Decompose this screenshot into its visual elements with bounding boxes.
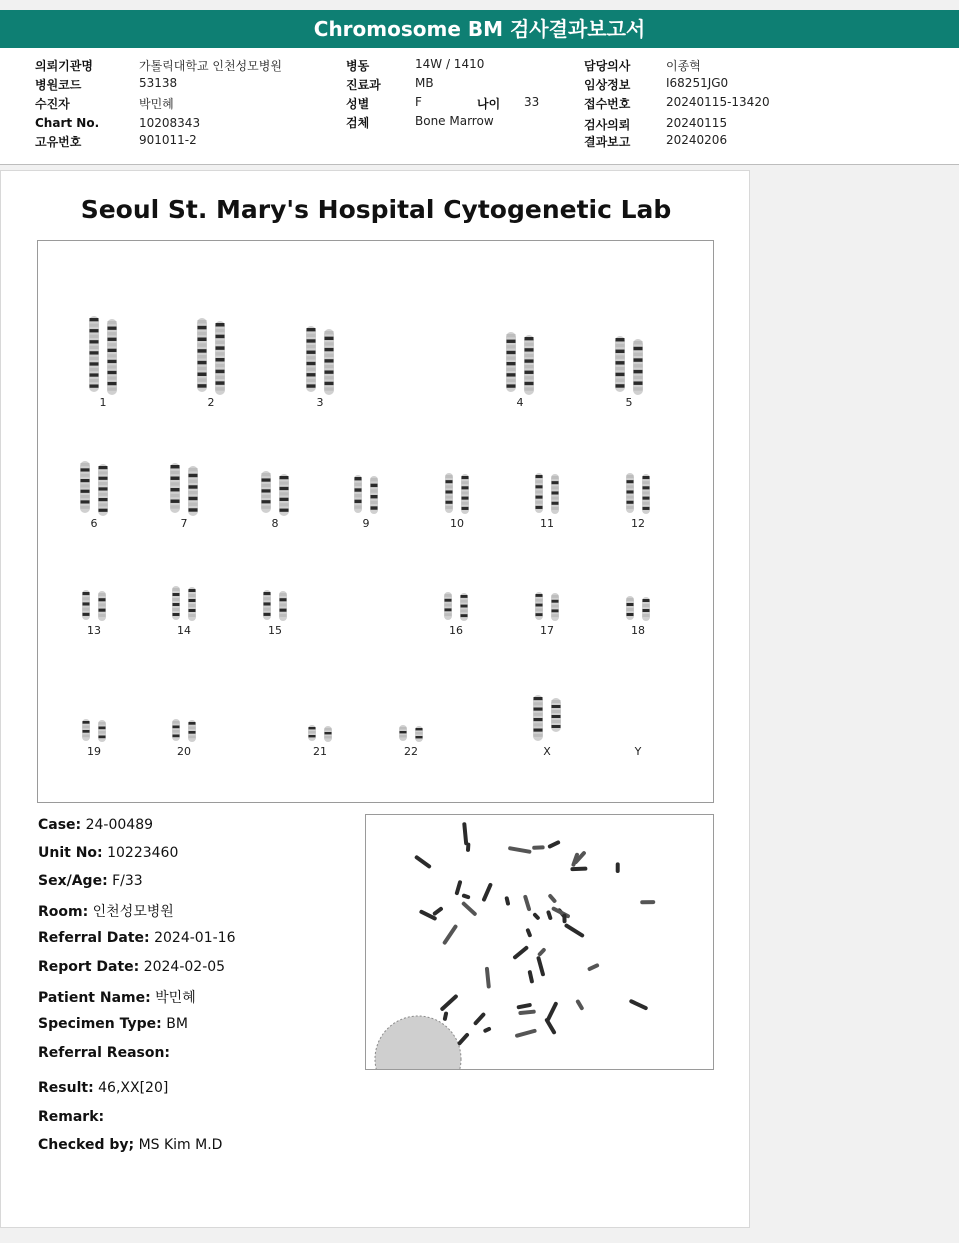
chromosome-pair-17 bbox=[535, 592, 559, 621]
field-unit-no-label: Unit No: bbox=[38, 845, 103, 861]
metaphase-chromosome bbox=[508, 846, 532, 854]
field-sex-age bbox=[38, 873, 143, 889]
label-ward: 병동 bbox=[346, 59, 370, 73]
chromosome-pair-15 bbox=[263, 590, 287, 621]
report-sheet bbox=[0, 170, 750, 1228]
field-result bbox=[38, 1080, 168, 1096]
label-department: 진료과 bbox=[346, 78, 381, 92]
field-unit-no-value: 10223460 bbox=[107, 845, 179, 861]
chromosome-label-11: 11 bbox=[540, 517, 554, 530]
chromosome-label-1: 1 bbox=[99, 396, 107, 409]
chromosome-pair-6 bbox=[80, 461, 108, 516]
value-hospital-code: 53138 bbox=[139, 76, 178, 90]
karyogram-figure bbox=[38, 241, 713, 802]
metaphase-chromosome bbox=[527, 970, 534, 984]
metaphase-chromosome bbox=[544, 1017, 557, 1035]
field-unit-no bbox=[38, 845, 178, 861]
field-room-value: 인천성모병원 bbox=[92, 904, 174, 920]
label-requesting-institution: 의뢰기관명 bbox=[35, 59, 93, 73]
chromosome-pair-2 bbox=[197, 318, 225, 395]
metaphase-chromosome bbox=[551, 906, 571, 919]
metaphase-chromosome bbox=[439, 994, 458, 1012]
value-receipt-no: 20240115-13420 bbox=[666, 95, 770, 109]
chromosome-pair-4 bbox=[506, 332, 534, 395]
karyogram bbox=[37, 240, 714, 803]
field-checked-by-label: Checked by; bbox=[38, 1137, 135, 1153]
chromosome-pair-12 bbox=[626, 473, 650, 514]
metaphase-chromosome bbox=[432, 906, 444, 916]
field-remark bbox=[38, 1109, 104, 1125]
field-report-date bbox=[38, 959, 225, 975]
field-checked-by-value: MS Kim M.D bbox=[138, 1137, 223, 1153]
field-referral-date-value: 2024-01-16 bbox=[154, 930, 236, 946]
chromosome-label-12: 12 bbox=[631, 517, 645, 530]
chromosome-label-3: 3 bbox=[316, 396, 324, 409]
metaphase-chromosome bbox=[616, 862, 620, 873]
metaphase-chromosome bbox=[516, 1003, 532, 1010]
metaphase-chromosome bbox=[414, 855, 432, 869]
metaphase-chromosome bbox=[629, 999, 649, 1011]
metaphase-chromosome bbox=[473, 1012, 486, 1026]
field-result-value: 46,XX[20] bbox=[98, 1080, 169, 1096]
chromosome-pair-1 bbox=[89, 316, 117, 395]
metaphase-chromosome bbox=[523, 894, 532, 911]
metaphase-chromosome bbox=[454, 880, 462, 896]
chromosome-label-8: 8 bbox=[271, 517, 279, 530]
label-chart-no: Chart No. bbox=[35, 116, 100, 130]
label-test-request: 검사의뢰 bbox=[584, 118, 631, 132]
value-sex: F bbox=[415, 95, 422, 109]
metaphase-spread bbox=[366, 815, 713, 1069]
label-physician: 담당의사 bbox=[584, 59, 631, 73]
metaphase-chromosome bbox=[466, 842, 471, 852]
field-room bbox=[38, 901, 174, 921]
field-specimen-type bbox=[38, 1016, 188, 1032]
value-chart-no: 10208343 bbox=[139, 116, 201, 130]
label-sex: 성별 bbox=[346, 97, 370, 111]
patient-header bbox=[0, 48, 959, 165]
chromosome-pair-9 bbox=[354, 475, 378, 514]
interphase-nucleus bbox=[375, 1016, 461, 1069]
metaphase-chromosome bbox=[462, 822, 468, 845]
field-report-date-value: 2024-02-05 bbox=[143, 959, 226, 975]
metaphase-chromosome bbox=[512, 945, 529, 960]
chromosome-pair-13 bbox=[82, 590, 106, 621]
chromosome-label-9: 9 bbox=[362, 517, 370, 530]
value-patient: 박민혜 bbox=[139, 97, 174, 111]
chromosome-label-15: 15 bbox=[268, 624, 282, 637]
chromosome-pair-21 bbox=[308, 725, 332, 742]
chromosome-pair-14 bbox=[172, 586, 196, 621]
value-department: MB bbox=[415, 76, 434, 90]
metaphase-chromosome bbox=[481, 882, 493, 902]
field-sex-age-label: Sex/Age: bbox=[38, 873, 108, 889]
chromosome-label-14: 14 bbox=[177, 624, 191, 637]
metaphase-chromosome bbox=[443, 1011, 449, 1021]
field-patient-name bbox=[38, 987, 196, 1007]
value-clinical-info: I68251JG0 bbox=[666, 76, 729, 90]
metaphase-chromosome bbox=[532, 845, 545, 849]
metaphase-chromosome bbox=[570, 867, 587, 872]
field-specimen-type-label: Specimen Type: bbox=[38, 1016, 162, 1032]
label-specimen: 검체 bbox=[346, 116, 370, 130]
chromosome-pair-3 bbox=[306, 326, 334, 395]
metaphase-chromosome bbox=[483, 1026, 492, 1033]
chromosome-label-X: X bbox=[543, 745, 551, 758]
field-referral-date bbox=[38, 930, 235, 946]
chromosome-label-5: 5 bbox=[625, 396, 633, 409]
field-case-value: 24-00489 bbox=[85, 817, 154, 833]
label-unique-no: 고유번호 bbox=[35, 135, 82, 149]
metaphase-chromosome bbox=[547, 840, 561, 849]
metaphase-chromosome bbox=[547, 893, 557, 904]
label-hospital-code: 병원코드 bbox=[35, 78, 82, 92]
field-case-label: Case: bbox=[38, 817, 82, 833]
metaphase-chromosome bbox=[640, 900, 655, 904]
chromosome-label-22: 22 bbox=[404, 745, 418, 758]
field-report-date-label: Report Date: bbox=[38, 959, 140, 975]
label-age: 나이 bbox=[477, 97, 501, 111]
field-patient-name-value: 박민혜 bbox=[155, 990, 196, 1006]
field-checked-by bbox=[38, 1137, 222, 1153]
field-referral-reason-label: Referral Reason: bbox=[38, 1045, 171, 1061]
chromosome-pair-8 bbox=[261, 471, 289, 516]
metaphase-chromosome bbox=[575, 999, 584, 1011]
chromosome-pair-18 bbox=[626, 596, 650, 621]
metaphase-chromosome bbox=[442, 924, 458, 946]
chromosome-pair-22 bbox=[399, 725, 423, 742]
chromosome-label-2: 2 bbox=[207, 396, 215, 409]
field-patient-name-label: Patient Name: bbox=[38, 990, 151, 1006]
metaphase-chromosome bbox=[461, 893, 470, 899]
chromosome-label-17: 17 bbox=[540, 624, 554, 637]
chromosome-label-4: 4 bbox=[516, 396, 524, 409]
field-referral-reason bbox=[38, 1045, 170, 1061]
metaphase-chromosome bbox=[461, 901, 478, 917]
chromosome-label-13: 13 bbox=[87, 624, 101, 637]
field-referral-date-label: Referral Date: bbox=[38, 930, 150, 946]
chromosome-label-7: 7 bbox=[180, 517, 188, 530]
metaphase-chromosome bbox=[457, 1032, 470, 1046]
value-result-report: 20240206 bbox=[666, 133, 728, 147]
chromosome-pair-X bbox=[533, 695, 561, 741]
metaphase-chromosome bbox=[518, 1009, 536, 1015]
chromosome-label-16: 16 bbox=[449, 624, 463, 637]
chromosome-pair-7 bbox=[170, 463, 198, 516]
metaphase-image bbox=[365, 814, 714, 1070]
label-result-report: 결과보고 bbox=[584, 135, 631, 149]
chromosome-label-19: 19 bbox=[87, 745, 101, 758]
metaphase-chromosome bbox=[515, 1028, 537, 1038]
field-case bbox=[38, 817, 153, 833]
metaphase-chromosome bbox=[546, 910, 553, 921]
lab-title: Seoul St. Mary's Hospital Cytogenetic Lab bbox=[80, 195, 672, 224]
metaphase-chromosome bbox=[504, 896, 510, 906]
chromosome-pair-10 bbox=[445, 473, 469, 514]
value-requesting-institution: 가톨릭대학교 인천성모병원 bbox=[139, 59, 282, 73]
value-ward: 14W / 1410 bbox=[415, 57, 485, 71]
metaphase-chromosome bbox=[485, 967, 491, 989]
chromosome-pair-5 bbox=[615, 336, 643, 395]
chromosome-pair-20 bbox=[172, 719, 196, 742]
field-remark-label: Remark: bbox=[38, 1109, 105, 1125]
value-unique-no: 901011-2 bbox=[139, 133, 197, 147]
metaphase-chromosome bbox=[587, 963, 600, 972]
value-physician: 이종혁 bbox=[666, 59, 701, 73]
chromosome-label-6: 6 bbox=[90, 517, 98, 530]
value-specimen: Bone Marrow bbox=[415, 114, 494, 128]
value-age: 33 bbox=[524, 95, 540, 109]
value-test-request: 20240115 bbox=[666, 116, 728, 130]
metaphase-chromosome bbox=[562, 914, 566, 924]
chromosome-label-10: 10 bbox=[450, 517, 464, 530]
metaphase-chromosome bbox=[536, 956, 545, 977]
chromosome-pair-16 bbox=[444, 592, 468, 621]
field-room-label: Room: bbox=[38, 904, 89, 920]
metaphase-chromosome bbox=[525, 928, 532, 938]
chromosome-label-Y: Y bbox=[634, 745, 642, 758]
metaphase-chromosome bbox=[537, 947, 547, 957]
label-receipt-no: 접수번호 bbox=[584, 97, 631, 111]
chromosome-pair-19 bbox=[82, 719, 106, 742]
field-specimen-type-value: BM bbox=[166, 1016, 188, 1032]
label-patient: 수진자 bbox=[35, 97, 70, 111]
report-title: Chromosome BM 검사결과보고서 bbox=[0, 10, 959, 48]
metaphase-chromosome bbox=[532, 912, 541, 921]
chromosome-pair-11 bbox=[535, 473, 559, 514]
field-result-label: Result: bbox=[38, 1080, 94, 1096]
metaphase-chromosome bbox=[564, 923, 585, 938]
chromosome-label-18: 18 bbox=[631, 624, 645, 637]
chromosome-label-21: 21 bbox=[313, 745, 327, 758]
label-clinical-info: 임상정보 bbox=[584, 78, 631, 92]
field-sex-age-value: F/33 bbox=[112, 873, 143, 889]
chromosome-label-20: 20 bbox=[177, 745, 191, 758]
